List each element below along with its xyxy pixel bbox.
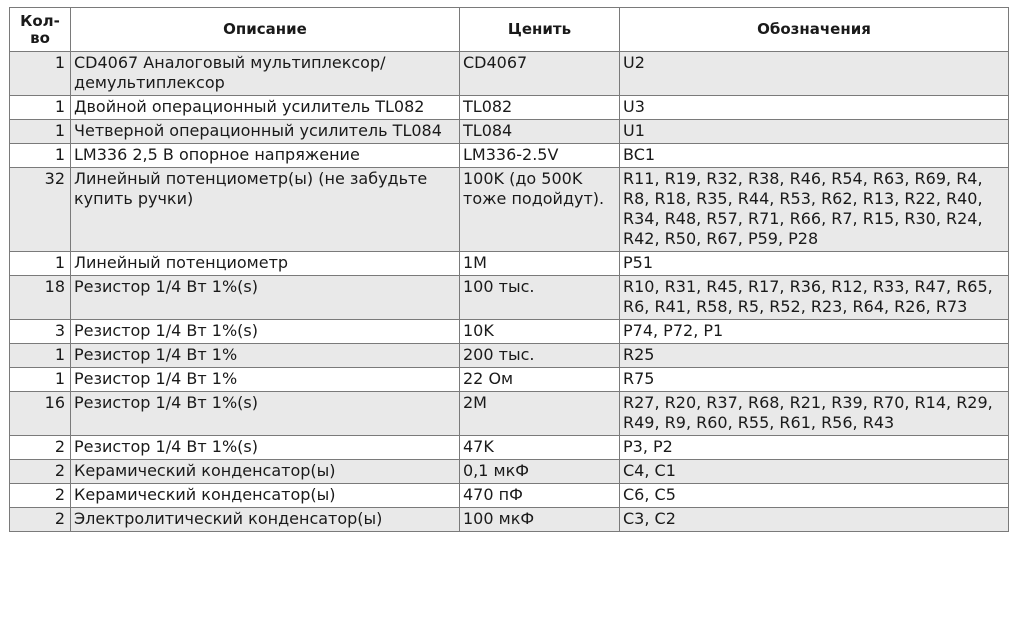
cell-value: 1M bbox=[460, 252, 620, 276]
cell-designators: R75 bbox=[620, 368, 1009, 392]
cell-description: Резистор 1/4 Вт 1% bbox=[71, 344, 460, 368]
cell-qty: 1 bbox=[10, 144, 71, 168]
table-row bbox=[10, 52, 1009, 96]
header-qty: Кол-во bbox=[10, 8, 71, 52]
cell-value: 470 пФ bbox=[460, 484, 620, 508]
header-designators: Обозначения bbox=[620, 8, 1009, 52]
table-row bbox=[10, 508, 1009, 532]
table-row bbox=[10, 344, 1009, 368]
bom-table bbox=[9, 7, 1009, 532]
cell-description: Керамический конденсатор(ы) bbox=[71, 460, 460, 484]
cell-qty: 18 bbox=[10, 276, 71, 320]
cell-qty: 1 bbox=[10, 96, 71, 120]
table-row bbox=[10, 436, 1009, 460]
cell-qty: 16 bbox=[10, 392, 71, 436]
cell-designators: P74, P72, P1 bbox=[620, 320, 1009, 344]
cell-description: Резистор 1/4 Вт 1% bbox=[71, 368, 460, 392]
bom-table-container bbox=[9, 7, 1009, 532]
cell-qty: 2 bbox=[10, 508, 71, 532]
header-description: Описание bbox=[71, 8, 460, 52]
cell-description: Резистор 1/4 Вт 1%(s) bbox=[71, 392, 460, 436]
table-row bbox=[10, 168, 1009, 252]
cell-qty: 32 bbox=[10, 168, 71, 252]
cell-description: Резистор 1/4 Вт 1%(s) bbox=[71, 276, 460, 320]
cell-value: LM336-2.5V bbox=[460, 144, 620, 168]
cell-designators: C6, C5 bbox=[620, 484, 1009, 508]
cell-designators: C4, C1 bbox=[620, 460, 1009, 484]
cell-designators: U1 bbox=[620, 120, 1009, 144]
cell-designators: P51 bbox=[620, 252, 1009, 276]
table-row bbox=[10, 320, 1009, 344]
cell-qty: 1 bbox=[10, 344, 71, 368]
cell-value: TL084 bbox=[460, 120, 620, 144]
cell-description: Электролитический конденсатор(ы) bbox=[71, 508, 460, 532]
table-header-row bbox=[10, 8, 1009, 52]
cell-value: 47K bbox=[460, 436, 620, 460]
table-row bbox=[10, 96, 1009, 120]
cell-description: Резистор 1/4 Вт 1%(s) bbox=[71, 436, 460, 460]
cell-description: Двойной операционный усилитель TL082 bbox=[71, 96, 460, 120]
cell-value: 10K bbox=[460, 320, 620, 344]
cell-description: Четверной операционный усилитель TL084 bbox=[71, 120, 460, 144]
cell-description: CD4067 Аналоговый мультиплексор/ демультиплексор bbox=[71, 52, 460, 96]
table-row bbox=[10, 484, 1009, 508]
cell-qty: 1 bbox=[10, 52, 71, 96]
header-value: Ценить bbox=[460, 8, 620, 52]
cell-designators: C3, C2 bbox=[620, 508, 1009, 532]
table-row bbox=[10, 460, 1009, 484]
table-row bbox=[10, 120, 1009, 144]
cell-qty: 1 bbox=[10, 252, 71, 276]
cell-value: 100K (до 500K тоже подойдут). bbox=[460, 168, 620, 252]
cell-value: 0,1 мкФ bbox=[460, 460, 620, 484]
cell-designators: P3, P2 bbox=[620, 436, 1009, 460]
cell-designators: R25 bbox=[620, 344, 1009, 368]
table-row bbox=[10, 276, 1009, 320]
table-row bbox=[10, 392, 1009, 436]
cell-qty: 3 bbox=[10, 320, 71, 344]
cell-designators: BC1 bbox=[620, 144, 1009, 168]
cell-designators: R27, R20, R37, R68, R21, R39, R70, R14, R29, R49, R9, R60, R55, R61, R56, R43 bbox=[620, 392, 1009, 436]
cell-value: 200 тыс. bbox=[460, 344, 620, 368]
cell-qty: 2 bbox=[10, 484, 71, 508]
cell-designators: R11, R19, R32, R38, R46, R54, R63, R69, R4, R8, R18, R35, R44, R53, R62, R13, R22, R40, R34, R48, R57, R71, R66, R7, R15, R30, R24, R42, R50, R67, P59, P28 bbox=[620, 168, 1009, 252]
cell-description: Резистор 1/4 Вт 1%(s) bbox=[71, 320, 460, 344]
cell-qty: 1 bbox=[10, 120, 71, 144]
cell-designators: R10, R31, R45, R17, R36, R12, R33, R47, R65, R6, R41, R58, R5, R52, R23, R64, R26, R73 bbox=[620, 276, 1009, 320]
cell-value: 22 Ом bbox=[460, 368, 620, 392]
table-row bbox=[10, 144, 1009, 168]
cell-value: 100 тыс. bbox=[460, 276, 620, 320]
cell-qty: 1 bbox=[10, 368, 71, 392]
cell-value: 2M bbox=[460, 392, 620, 436]
cell-description: Керамический конденсатор(ы) bbox=[71, 484, 460, 508]
cell-value: CD4067 bbox=[460, 52, 620, 96]
cell-qty: 2 bbox=[10, 436, 71, 460]
cell-qty: 2 bbox=[10, 460, 71, 484]
cell-description: Линейный потенциометр(ы) (не забудьте купить ручки) bbox=[71, 168, 460, 252]
table-row bbox=[10, 368, 1009, 392]
table-row bbox=[10, 252, 1009, 276]
cell-designators: U2 bbox=[620, 52, 1009, 96]
cell-description: LM336 2,5 В опорное напряжение bbox=[71, 144, 460, 168]
cell-value: 100 мкФ bbox=[460, 508, 620, 532]
cell-description: Линейный потенциометр bbox=[71, 252, 460, 276]
cell-value: TL082 bbox=[460, 96, 620, 120]
cell-designators: U3 bbox=[620, 96, 1009, 120]
